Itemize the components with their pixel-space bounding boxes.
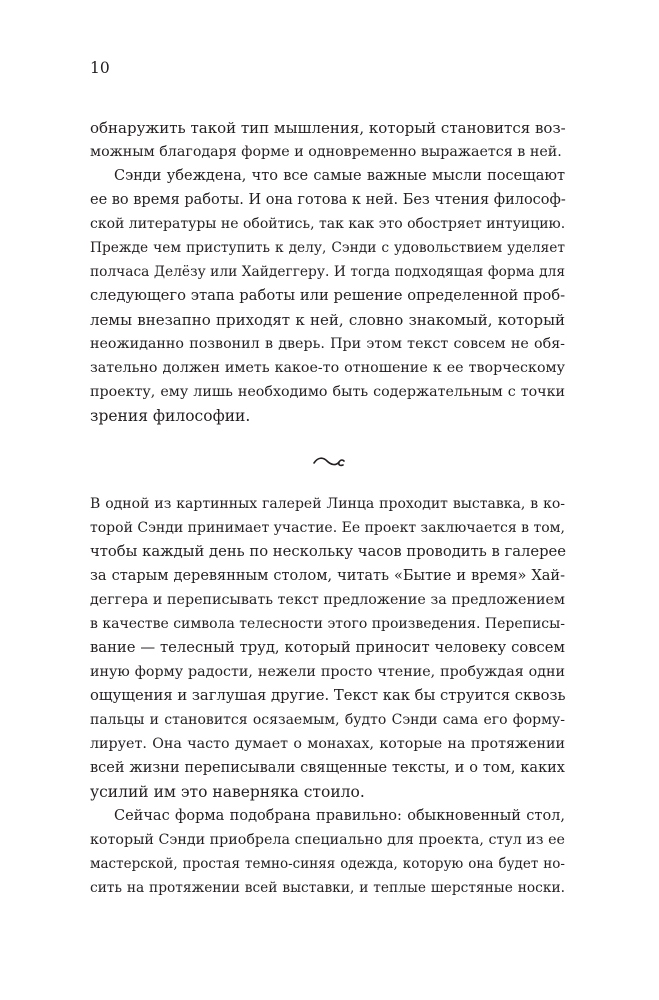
text-line: в качестве символа телесности этого произведения. Переписы- xyxy=(90,616,565,632)
text-line: вание — телесный труд, который приносит человеку совсем xyxy=(90,639,565,656)
text-line: чтобы каждый день по нескольку часов проводить в галерее xyxy=(90,543,567,560)
text-line: Сейчас форма подобрана правильно: обыкновенный стол, xyxy=(114,808,565,824)
text-line: можным благодаря форме и одновременно выражается в ней. xyxy=(90,144,562,160)
text-line: торой Сэнди принимает участие. Ее проект заключается в том, xyxy=(90,520,565,536)
text-line: мастерской, простая темно-синяя одежда, которую она будет но- xyxy=(90,856,565,872)
section-divider-ornament xyxy=(312,454,346,470)
text-line: ской литературы не обойтись, так как это обостряет интуицию. xyxy=(90,216,566,232)
page-number: 10 xyxy=(90,59,110,77)
text-line: пальцы и становится осязаемым, будто Сэнди сама его форму- xyxy=(90,712,565,728)
text-line: за старым деревянным столом, читать «Бытие и время» Хай- xyxy=(90,568,565,584)
text-line: ощущения и заглушая другие. Текст как бы струится сквозь xyxy=(90,687,566,704)
text-line: иную форму радости, нежели просто чтение, пробуждая одни xyxy=(90,664,565,680)
text-line: зательно должен иметь какое-то отношение к ее творческому xyxy=(90,360,565,376)
text-line: лирует. Она часто думает о монахах, которые на протяжении xyxy=(90,736,565,752)
text-line: зрения философии. xyxy=(90,407,251,425)
text-line: В одной из картинных галерей Линца проходит выставка, в ко- xyxy=(90,496,565,512)
text-line: полчаса Делёзу или Хайдеггеру. И тогда подходящая форма для xyxy=(90,264,565,280)
text-line: усилий им это наверняка стоило. xyxy=(90,783,365,801)
text-line: следующего этапа работы или решение определенной проб- xyxy=(90,287,566,304)
text-line: всей жизни переписывали священные тексты, и о том, каких xyxy=(90,760,565,776)
text-line: Прежде чем приступить к делу, Сэнди с удовольствием уделяет xyxy=(90,240,565,256)
text-line: деггера и переписывать текст предложение за предложением xyxy=(90,592,565,608)
text-line: лемы внезапно приходят к ней, словно знакомый, который xyxy=(90,311,565,329)
text-line: Сэнди убеждена, что все самые важные мысли посещают xyxy=(114,168,565,184)
text-line: ее во время работы. И она готова к ней. Без чтения философ- xyxy=(90,192,566,208)
text-line: сить на протяжении всей выставки, и теплые шерстяные носки. xyxy=(90,880,565,896)
text-line: неожиданно позвонил в дверь. При этом текст совсем не обя- xyxy=(90,336,565,352)
text-line: который Сэнди приобрела специально для проекта, стул из ее xyxy=(90,832,565,848)
text-line: проекту, ему лишь необходимо быть содержательным с точки xyxy=(90,384,565,400)
text-line: обнаружить такой тип мышления, который становится воз- xyxy=(90,119,566,137)
